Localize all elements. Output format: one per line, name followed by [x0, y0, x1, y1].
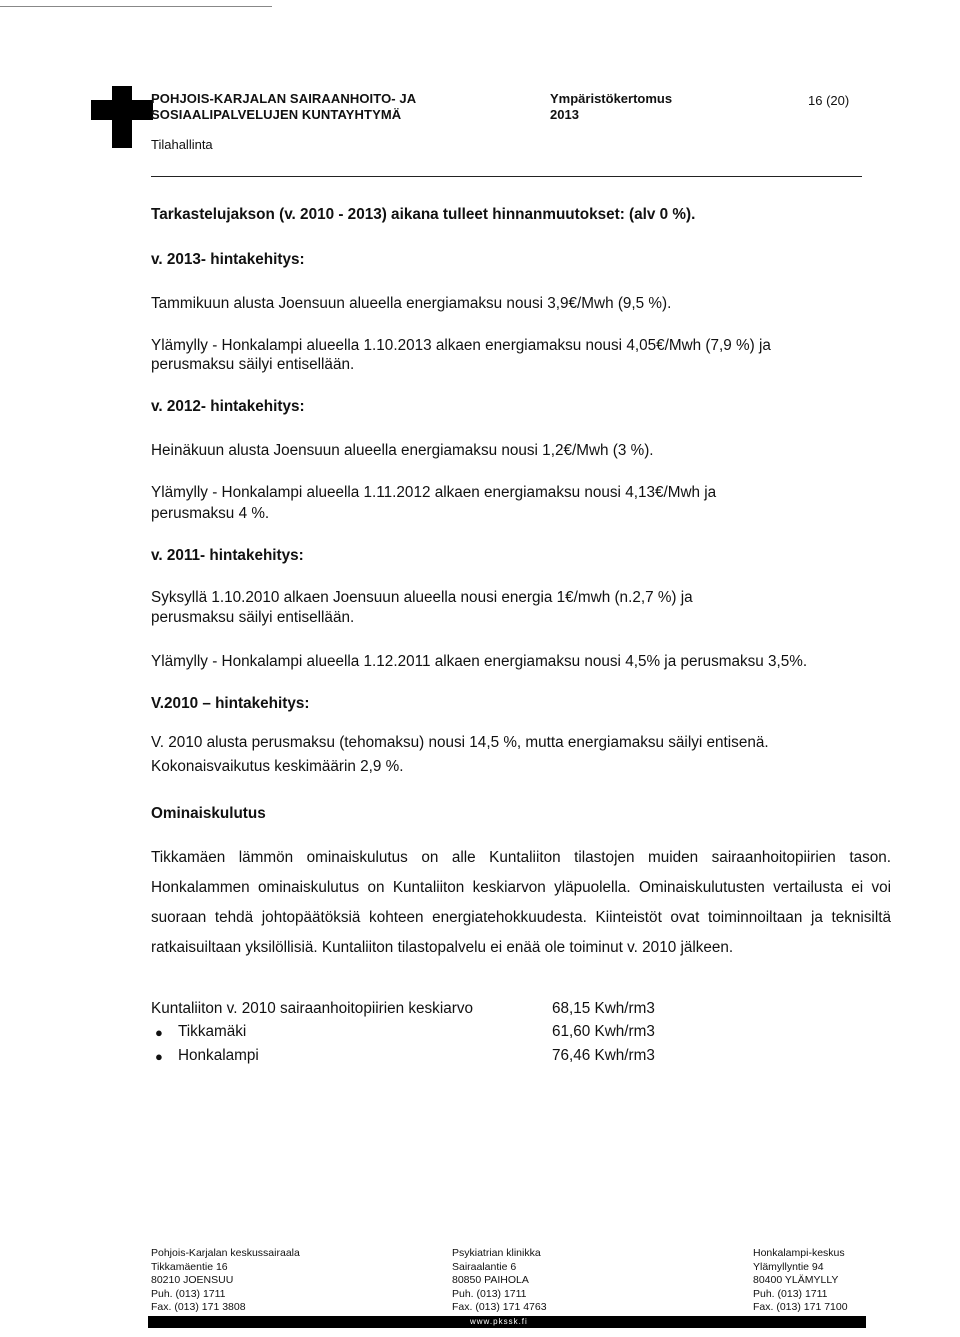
- period-heading: Tarkastelujakson (v. 2010 - 2013) aikana tulleet hinnanmuutokset: (alv 0 %).: [151, 206, 696, 223]
- list-item-value: 76,46 Kwh/rm3: [552, 1047, 655, 1064]
- footer-line: Psykiatrian klinikka: [452, 1247, 541, 1259]
- unit-name: Tilahallinta: [151, 137, 213, 152]
- org-line-2: SOSIAALIPALVELUJEN KUNTAYHTYMÄ: [151, 107, 402, 122]
- organization-name: [151, 91, 416, 123]
- text-2012-joensuu: Heinäkuun alusta Joensuun alueella energiamaksu nousi 1,2€/Mwh (3 %).: [151, 442, 654, 459]
- footer-website-link[interactable]: www.pkssk.fi: [470, 1317, 528, 1326]
- footer-line: Tikkamäentie 16: [151, 1260, 228, 1273]
- bullet-icon: ●: [155, 1049, 163, 1064]
- text-2012-ylamylly-2: perusmaksu 4 %.: [151, 505, 270, 522]
- footer-line: Honkalampi-keskus: [753, 1247, 845, 1259]
- kuntaliitto-label: Kuntaliiton v. 2010 sairaanhoitopiirien keskiarvo: [151, 1000, 473, 1017]
- heading-2012: v. 2012- hintakehitys:: [151, 398, 305, 415]
- footer-line: Fax. (013) 171 3808: [151, 1301, 246, 1313]
- text-2013-ylamylly-1: Ylämylly - Honkalampi alueella 1.10.2013 alkaen energiamaksu nousi 4,05€/Mwh (7,9 %) ja: [151, 337, 771, 354]
- footer-address-1: [151, 1247, 300, 1315]
- footer-line: 80210 JOENSUU: [151, 1274, 234, 1286]
- footer-line: Puh. (013) 1711: [452, 1287, 527, 1300]
- footer-line: Puh. (013) 1711: [753, 1287, 828, 1300]
- footer-address-2: [452, 1247, 547, 1315]
- text-2011-joensuu-2: perusmaksu säilyi entisellään.: [151, 609, 355, 626]
- report-heading: [550, 91, 672, 123]
- text-2011-joensuu-1: Syksyllä 1.10.2010 alkaen Joensuun alueella nousi energia 1€/mwh (n.2,7 %) ja: [151, 589, 693, 606]
- footer-line: 80850 PAIHOLA: [452, 1274, 529, 1286]
- report-year: 2013: [550, 107, 579, 122]
- text-2012-ylamylly-1: Ylämylly - Honkalampi alueella 1.11.2012 alkaen energiamaksu nousi 4,13€/Mwh ja: [151, 484, 717, 501]
- header-divider: [151, 176, 862, 177]
- top-rule: [0, 6, 272, 7]
- page-number: 16 (20): [808, 93, 850, 108]
- footer-line: Fax. (013) 171 7100: [753, 1301, 848, 1313]
- list-item-label: Tikkamäki: [178, 1023, 247, 1040]
- footer-line: Puh. (013) 1711: [151, 1287, 226, 1300]
- org-line-1: POHJOIS-KARJALAN SAIRAANHOITO- JA: [151, 91, 417, 106]
- text-2013-joensuu: Tammikuun alusta Joensuun alueella energiamaksu nousi 3,9€/Mwh (9,5 %).: [151, 295, 672, 312]
- report-title: Ympäristökertomus: [550, 91, 673, 106]
- heading-ominaiskulutus: Ominaiskulutus: [151, 805, 266, 822]
- bullet-icon: ●: [155, 1025, 163, 1040]
- footer-line: Pohjois-Karjalan keskussairaala: [151, 1247, 300, 1259]
- text-2011-ylamylly: Ylämylly - Honkalampi alueella 1.12.2011 alkaen energiamaksu nousi 4,5% ja perusmaksu 3,5%.: [151, 653, 808, 670]
- text-2013-ylamylly-2: perusmaksu säilyi entisellään.: [151, 356, 355, 373]
- heading-2013: v. 2013- hintakehitys:: [151, 251, 305, 268]
- footer-line: Fax. (013) 171 4763: [452, 1301, 547, 1313]
- footer-address-3: [753, 1247, 848, 1315]
- footer-line: Ylämyllyntie 94: [753, 1260, 824, 1273]
- list-item-label: Honkalampi: [178, 1047, 259, 1064]
- heading-2010: V.2010 – hintakehitys:: [151, 695, 310, 712]
- heading-2011: v. 2011- hintakehitys:: [151, 547, 304, 564]
- list-item-value: 61,60 Kwh/rm3: [552, 1023, 655, 1040]
- text-2010-b: Kokonaisvaikutus keskimäärin 2,9 %.: [151, 758, 404, 775]
- footer-line: Sairaalantie 6: [452, 1260, 517, 1273]
- footer-line: 80400 YLÄMYLLY: [753, 1274, 839, 1286]
- text-2010-a: V. 2010 alusta perusmaksu (tehomaksu) nousi 14,5 %, mutta energiamaksu säilyi entisenä.: [151, 734, 769, 751]
- paragraph-ominaiskulutus: Tikkamäen lämmön ominaiskulutus on alle Kuntaliiton tilastojen muiden sairaanhoitopiirien tason. Honkalammen ominaiskulutus on Kuntaliiton keskiarvon yläpuolella. Ominaiskulutusten vertailusta ei voi suoraan tehdä johtopäätöksiä kohteen energiatehokkuudesta. Kiinteistöt ovat toiminnoiltaan ja teknisiltä ratkaisuiltaan yksilöllisiä. Kuntaliiton tilastopalvelu ei enää ole toiminut v. 2010 jälkeen.: [151, 849, 891, 956]
- kuntaliitto-value: 68,15 Kwh/rm3: [552, 1000, 655, 1017]
